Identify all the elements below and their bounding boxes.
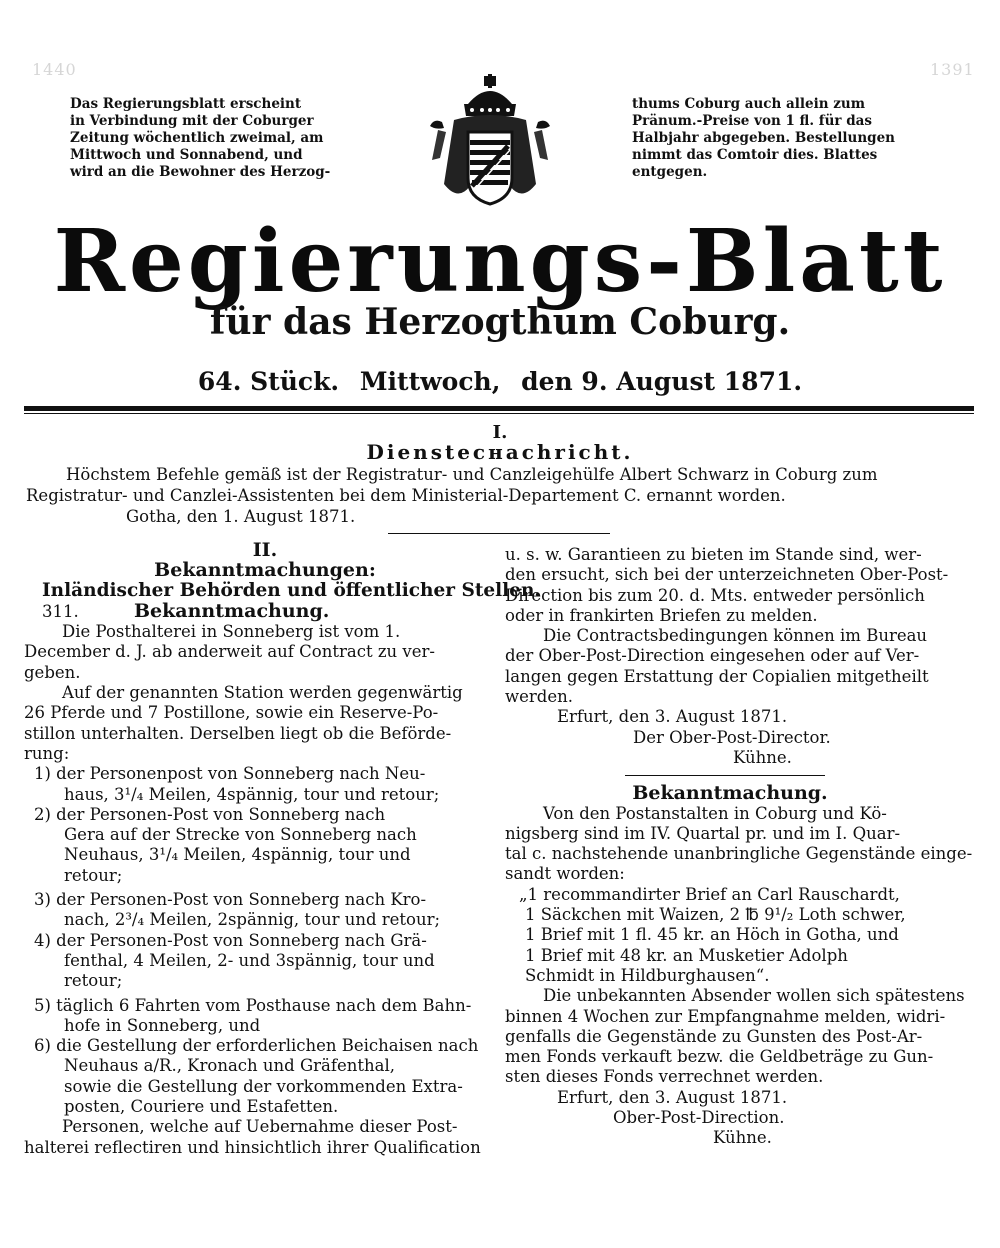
section-divider [388,533,610,534]
body-line: halterei reflectiren und hinsichtlich ihrer Qualification [24,1137,481,1157]
list-item: „1 recommandirter Brief an Carl Rauschardt, [519,884,900,904]
subscription-notice-left [70,96,370,181]
body-line: Personen, welche auf Uebernahme dieser Post- [62,1117,458,1137]
body-line: Direction bis zum 20. d. Mts. entweder persönlich [505,585,925,605]
section-heading: Bekanntmachungen: [154,559,376,582]
list-item-cont: retour; [64,971,123,991]
body-line: 26 Pferde und 7 Postillone, sowie ein Reserve-Po- [24,703,439,723]
list-item: 6) die Gestellung der erforderlichen Beichaisen nach [34,1036,479,1056]
body-line: men Fonds verkauft bezw. die Geldbeträge zu Gun- [505,1047,934,1067]
notice-line: in Verbindung mit der Coburger [70,113,314,129]
section-number: I. [492,422,508,443]
list-item-cont: retour; [64,865,123,885]
body-line: Registratur- und Canzlei-Assistenten bei dem Ministerial-Departement C. ernannt worden. [26,486,786,505]
right-column [505,545,973,1149]
section-subheading: Inländischer Behörden und öffentlicher Stellen. [42,579,541,601]
bleed-through-mark-right: 1391 [930,60,975,79]
issue-number: 64. Stück. [197,367,340,396]
list-item: 1 Säckchen mit Waizen, 2 ℔ 9¹/₂ Loth schwer, [525,905,906,925]
dateline: Erfurt, den 3. August 1871. [557,1087,788,1107]
body-line: rung: [24,743,70,763]
body-line: Höchstem Befehle gemäß ist der Registratur- und Canzleigehülfe Albert Schwarz in Coburg zum [66,465,878,484]
notice-divider [625,775,825,776]
list-item: 5) täglich 6 Fahrten vom Posthause nach dem Bahn- [34,995,472,1015]
notice-line: Das Regierungsblatt erscheint [70,96,302,112]
body-line: u. s. w. Garantieen zu bieten im Stande sind, wer- [505,545,922,564]
notice-line: entgegen. [632,164,708,180]
body-line: werden. [505,687,573,707]
list-item-cont: hofe in Sonneberg, und [64,1015,261,1035]
notice-line: Zeitung wöchentlich zweimal, am [70,130,324,146]
ducal-coat-of-arms-icon [424,74,556,214]
list-item: 4) der Personen-Post von Sonneberg nach Grä- [34,930,427,950]
notice-line: Mittwoch und Sonnabend, und [70,147,303,163]
issue-weekday: Mittwoch, [359,367,501,396]
list-item: 3) der Personen-Post von Sonneberg nach Kro- [34,890,427,910]
masthead-subtitle: für das Herzogthum Coburg. [209,301,791,343]
body-line: sandt worden: [505,864,625,884]
issue-date: den 9. August 1871. [521,367,803,396]
section-body [26,464,961,527]
issue-line [0,366,1000,398]
dateline: Gotha, den 1. August 1871. [126,507,356,526]
notice-number: 311. [42,601,79,621]
masthead-title: Regierungs-Blatt [53,211,947,312]
notice-line: wird an die Bewohner des Herzog- [70,164,331,180]
body-line: langen gegen Erstattung der Copialien mitgetheilt [505,666,929,686]
section-number: II. [252,539,278,561]
body-line: stillon unterhalten. Derselben liegt ob die Beförde- [24,723,452,743]
body-line: Die Contractsbedingungen können im Bureau [543,626,928,646]
notice-line: thums Coburg auch allein zum [632,96,866,112]
list-item: 1) der Personenpost von Sonneberg nach Neu- [34,764,426,784]
notice-line: Pränum.-Preise von 1 fl. für das [632,113,872,129]
signature-name: Kühne. [713,1128,772,1148]
bleed-through-mark-left: 1440 [32,60,77,79]
body-line: Die unbekannten Absender wollen sich spätestens [543,986,965,1006]
list-item: Schmidt in Hildburghausen“. [525,965,770,985]
body-line: Die Posthalterei in Sonneberg ist vom 1. [62,622,401,642]
body-line: nigsberg sind im IV. Quartal pr. und im I. Quar- [505,823,901,843]
subscription-notice-right [632,96,907,181]
masthead-rule-thin [24,413,974,414]
notice-line: Halbjahr abgegeben. Bestellungen [632,130,895,146]
notice-title: Bekanntmachung. [632,782,828,805]
list-item-cont: nach, 2³/₄ Meilen, 2spännig, tour und retour; [64,910,441,930]
body-line: Von den Postanstalten in Coburg und Kö- [543,803,887,823]
body-line: sten dieses Fonds verrechnet werden. [505,1067,824,1087]
list-item: 1 Brief mit 48 kr. an Musketier Adolph [525,945,848,965]
body-line: Auf der genannten Station werden gegenwärtig [62,683,463,703]
dateline: Erfurt, den 3. August 1871. [557,707,788,727]
body-line: geben. [24,662,81,682]
notice-heading-row [24,601,484,622]
list-item-cont: Neuhaus a/R., Kronach und Gräfenthal, [64,1056,395,1076]
signature-title: Ober-Post-Direction. [613,1108,785,1128]
list-item-cont: Neuhaus, 3¹/₄ Meilen, 4spännig, tour und [64,845,411,865]
signature-name: Kühne. [733,747,792,767]
body-line: tal c. nachstehende unanbringliche Gegenstände einge- [505,844,973,864]
signature-title: Der Ober-Post-Director. [633,727,831,747]
body-line: den ersucht, sich bei der unterzeichneten Ober-Post- [505,565,949,585]
body-line: oder in frankirten Briefen zu melden. [505,605,818,625]
list-item-cont: Gera auf der Strecke von Sonneberg nach [64,825,417,845]
notice-line: nimmt das Comtoir dies. Blattes [632,147,878,163]
left-column [24,539,541,1158]
list-item-cont: posten, Couriere und Estafetten. [64,1097,339,1117]
notice-title: Bekanntmachung. [134,599,330,622]
list-item-cont: sowie die Gestellung der vorkommenden Extra- [64,1076,463,1096]
body-line: der Ober-Post-Direction eingesehen oder auf Ver- [505,646,920,666]
body-line: binnen 4 Wochen zur Empfangnahme melden, widri- [505,1006,946,1026]
list-item: 1 Brief mit 1 fl. 45 kr. an Höch in Gotha, und [525,925,899,945]
body-line: December d. J. ab anderweit auf Contract zu ver- [24,642,435,662]
list-item-cont: fenthal, 4 Meilen, 2- und 3spännig, tour und [64,950,435,970]
list-item: 2) der Personen-Post von Sonneberg nach [34,804,386,824]
section-heading: Diensteснachricht. [366,440,634,464]
body-line: genfalls die Gegenstände zu Gunsten des Post-Ar- [505,1026,923,1046]
masthead-rule [24,406,974,411]
list-item-cont: haus, 3¹/₄ Meilen, 4spännig, tour und retour; [64,784,440,804]
